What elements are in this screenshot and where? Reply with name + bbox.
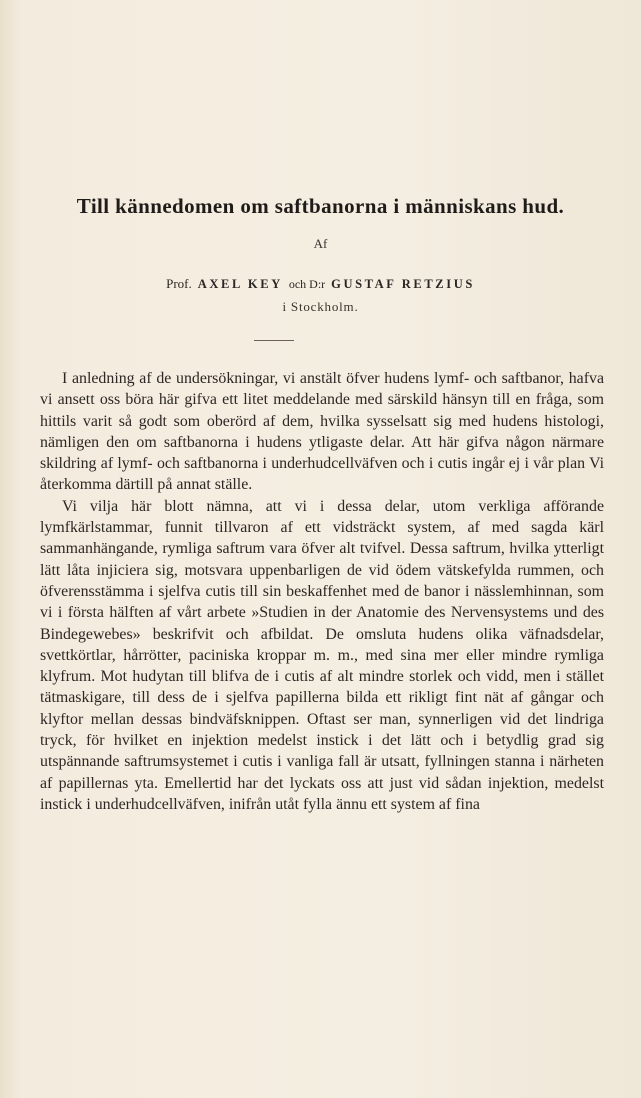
separator-rule	[254, 340, 294, 341]
paragraph-2: Vi vilja här blott nämna, att vi i dessa delar, utom verkliga afförande lymfkärlstammar, funnit tillvaron af ett vidsträckt system, af med sagda kärl sammanhängande, rymliga saftrum vara öfver alt tvifvel. Dessa saftrum, hvilka ytterligt lätt låta injiciera sig, motsvara uppenbarligen de vid ödem vätskefylda rummen, och öfverensstämma i sjelfva cutis till sin beskaffenhet med de banor i nässlemhinnan, som vi i första hälften af vårt arbete »Studien in der Anatomie des Nervensystems und des Bindegewebes» beskrifvit och afbildat. De omsluta hudens olika väfnadsdelar, svettkörtlar, hårrötter, paciniska kroppar m. m., med sina mer eller mindre rymliga klyfrum. Mot hudytan till blifva de i cutis af alt mindre storlek och vidd, men i stället tätmaskigare, till dess de i sjelfva papillerna bilda ett rikligt fint nät af gångar och klyftor mellan dessas bindväfsknippen. Oftast ser man, synnerligen vid det lindriga tryck, för hvilket en injektion medelst instick i det lätt och i betydlig grad sig utspännande saftrumsystemet i cutis i vanliga fall är utsatt, fyllningen stanna i närheten af papillernas yta. Emellertid har det lyckats oss att just vid sådan injektion, medelst instick i underhudcellväfven, inifrån utåt fylla ännu ett system af fina	[40, 497, 604, 813]
article-title: Till kännedomen om saftbanorna i människans hud.	[76, 194, 565, 218]
author-line	[0, 276, 641, 292]
author-prefix: Prof.	[166, 276, 192, 291]
article-body	[40, 368, 604, 815]
author-affiliation: i Stockholm.	[282, 299, 359, 314]
paragraph-1: I anledning af de undersökningar, vi anstält öfver hudens lymf- och saftbanor, hafva vi ansett oss böra här gifva ett litet meddelande med särskild hänsyn till en fråga, som hittils varit så godt som oberörd af dem, hvilka sysselsatt sig med hudens histologi, nämligen den om saftbanorna i hudens ytligaste delar. Att här gifva någon närmare skildring af lymf- och saftbanorna i underhudcellväfven och i cutis ingår ej i vår plan Vi återkomma därtill på annat ställe.	[40, 370, 604, 494]
author-name-1: AXEL KEY	[197, 277, 283, 291]
author-name-2: GUSTAF RETZIUS	[331, 277, 475, 291]
byline-af: Af	[313, 236, 328, 251]
author-conjunction: och D:r	[288, 277, 326, 291]
